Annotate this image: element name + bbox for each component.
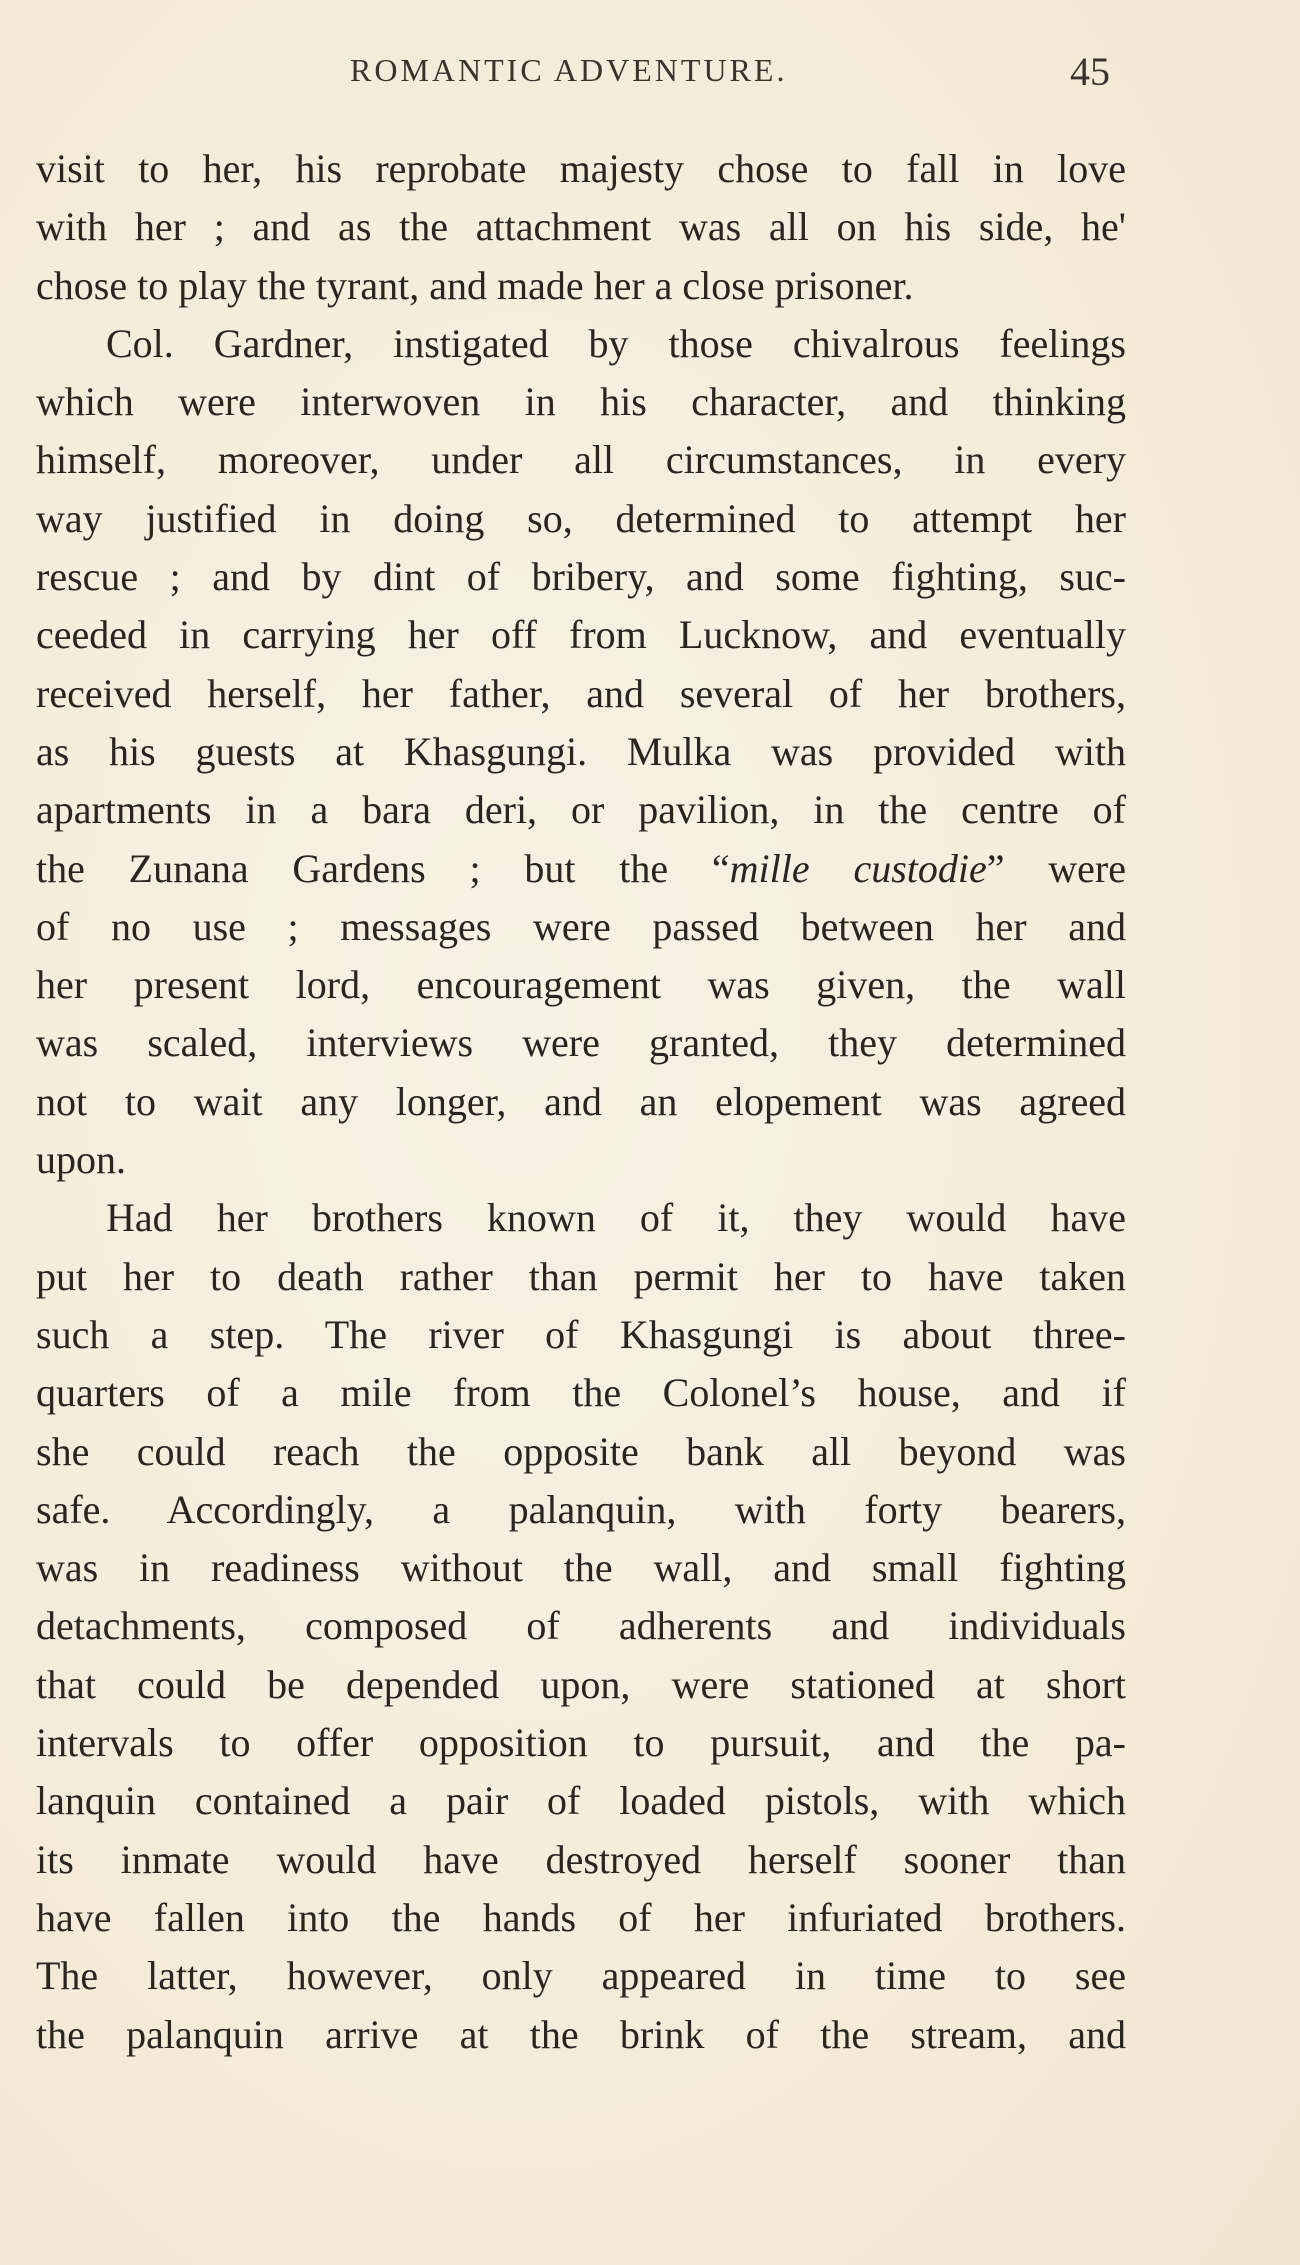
text-line: have fallen into the hands of her infuriated brothers.: [36, 1894, 1126, 1940]
text-line: Had her brothers known of it, they would have: [106, 1195, 1126, 1241]
text-line: [36, 840, 1126, 898]
text-line: safe. Accordingly, a palanquin, with forty bearers,: [36, 1486, 1126, 1532]
text-line: rescue ; and by dint of bribery, and some fighting, suc-: [36, 554, 1126, 600]
text-line: its inmate would have destroyed herself sooner than: [36, 1836, 1126, 1882]
text-line: ceeded in carrying her off from Lucknow, and eventually: [36, 612, 1126, 658]
page-number: 45: [1070, 49, 1110, 94]
text-line: she could reach the opposite bank all beyond was: [36, 1428, 1126, 1474]
text-line: such a step. The river of Khasgungi is about three-: [36, 1311, 1126, 1357]
text-line: was scaled, interviews were granted, they determined: [36, 1020, 1126, 1066]
text-line: with her ; and as the attachment was all on his side, he': [36, 204, 1126, 250]
text-line: which were interwoven in his character, and thinking: [36, 379, 1126, 425]
text-line: himself, moreover, under all circumstances, in every: [36, 437, 1126, 483]
text-line: not to wait any longer, and an elopement was agreed: [36, 1078, 1126, 1124]
running-head-title: ROMANTIC ADVENTURE.: [350, 52, 788, 88]
text-line: her present lord, encouragement was given, the wall: [36, 962, 1126, 1008]
text-line: The latter, however, only appeared in time to see: [36, 1953, 1126, 1999]
text-segment: ” were: [986, 845, 1126, 891]
text-line: chose to play the tyrant, and made her a close prisoner.: [36, 262, 914, 308]
text-line: lanquin contained a pair of loaded pistols, with which: [36, 1778, 1126, 1824]
running-head: [0, 49, 1300, 102]
text-line: as his guests at Khasgungi. Mulka was provided with: [36, 728, 1126, 774]
text-segment: the Zunana Gardens ; but the “: [36, 845, 730, 891]
text-line: detachments, composed of adherents and individuals: [36, 1603, 1126, 1649]
text-line: put her to death rather than permit her to have taken: [36, 1253, 1126, 1299]
text-line: Col. Gardner, instigated by those chivalrous feelings: [106, 320, 1126, 366]
body-text: [36, 140, 1136, 2064]
text-line: the palanquin arrive at the brink of the stream, and: [36, 2011, 1126, 2057]
text-line: that could be depended upon, were stationed at short: [36, 1661, 1126, 1707]
text-line: visit to her, his reprobate majesty chose to fall in love: [36, 146, 1126, 191]
text-line: apartments in a bara deri, or pavilion, in the centre of: [36, 787, 1126, 833]
text-line: intervals to offer opposition to pursuit, and the pa-: [36, 1720, 1126, 1766]
italic-phrase: mille custodie: [729, 845, 987, 891]
text-line: quarters of a mile from the Colonel’s house, and if: [36, 1370, 1126, 1416]
text-line: was in readiness without the wall, and small fighting: [36, 1545, 1126, 1591]
text-line: of no use ; messages were passed between her and: [36, 903, 1126, 949]
text-line: upon.: [36, 1137, 126, 1183]
text-line: received herself, her father, and several of her brothers,: [36, 670, 1126, 716]
text-line: way justified in doing so, determined to attempt her: [36, 495, 1126, 541]
